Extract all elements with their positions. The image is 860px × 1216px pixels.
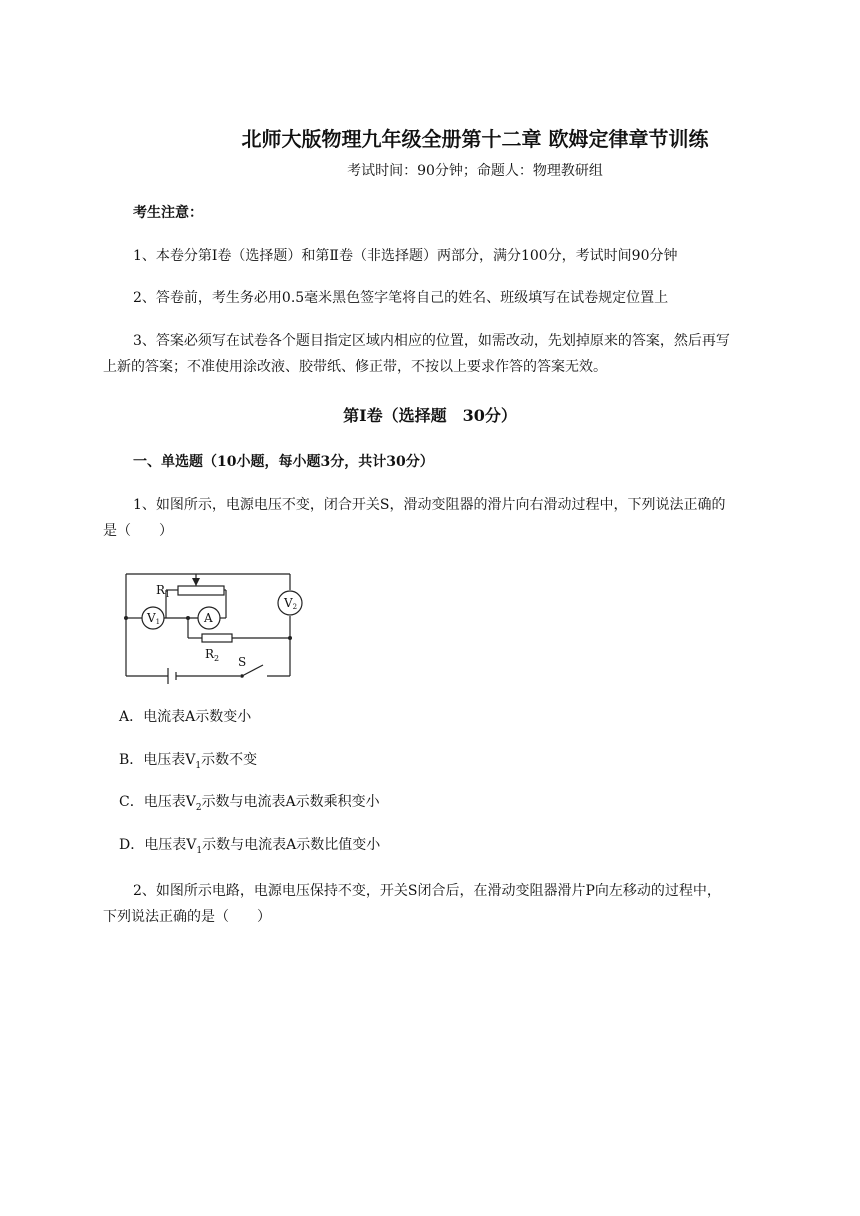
circuit-diagram	[118, 566, 308, 690]
label-v2: V2	[284, 596, 298, 611]
page-title: 北师大版物理九年级全册第十二章 欧姆定律章节训练	[241, 127, 709, 151]
label-r1: $R_1$	[156, 583, 171, 599]
junction-right	[288, 636, 292, 640]
option-d: D．电压表$V_1$示数与电流表A示数比值变小	[119, 837, 381, 856]
question-2-stem: 2、如图所示电路，电源电压保持不变，开关S闭合后，在滑动变阻器滑片P向左移动的过程中，	[133, 883, 721, 899]
exam-info: 考试时间：90分钟；命题人：物理教研组	[347, 163, 603, 179]
label-r2: $R_2$	[205, 647, 220, 663]
notice-item-1: 1、本卷分第Ⅰ卷（选择题）和第Ⅱ卷（非选择题）两部分，满分100分，考试时间90分钟	[133, 248, 678, 264]
resistor-r1	[178, 586, 224, 595]
label-v1: V1	[147, 611, 161, 626]
junction-left	[124, 616, 128, 620]
notice-item-3-cont: 上新的答案；不准使用涂改液、胶带纸、修正带，不按以上要求作答的答案无效。	[103, 359, 607, 375]
label-s: S	[238, 655, 247, 669]
question-2-stem-cont: 下列说法正确的是（ ）	[103, 909, 271, 925]
part-heading: 一、单选题（10小题，每小题3分，共计30分）	[133, 454, 434, 470]
slider-arrow	[192, 578, 200, 586]
notice-item-2: 2、答卷前，考生务必用0.5毫米黑色签字笔将自己的姓名、班级填写在试卷规定位置上	[133, 290, 669, 306]
switch-pivot	[240, 674, 244, 678]
section-title: 第Ⅰ卷（选择题 30分）	[343, 406, 517, 425]
option-b: B．电压表$V_1$示数不变	[119, 752, 258, 771]
question-1-stem: 1、如图所示，电源电压不变，闭合开关S，滑动变阻器的滑片向右滑动过程中，下列说法正确的	[133, 497, 726, 513]
notice-heading: 考生注意：	[133, 205, 203, 221]
option-a: A．电流表A示数变小	[119, 709, 252, 725]
option-c: C．电压表$V_2$示数与电流表A示数乘积变小	[119, 794, 380, 813]
label-a: A	[204, 611, 213, 625]
notice-item-3: 3、答案必须写在试卷各个题目指定区域内相应的位置，如需改动，先划掉原来的答案，然后再写	[133, 333, 730, 349]
junction-mid	[186, 616, 190, 620]
resistor-r2	[202, 634, 232, 642]
question-1-stem-cont: 是（ ）	[103, 523, 173, 539]
